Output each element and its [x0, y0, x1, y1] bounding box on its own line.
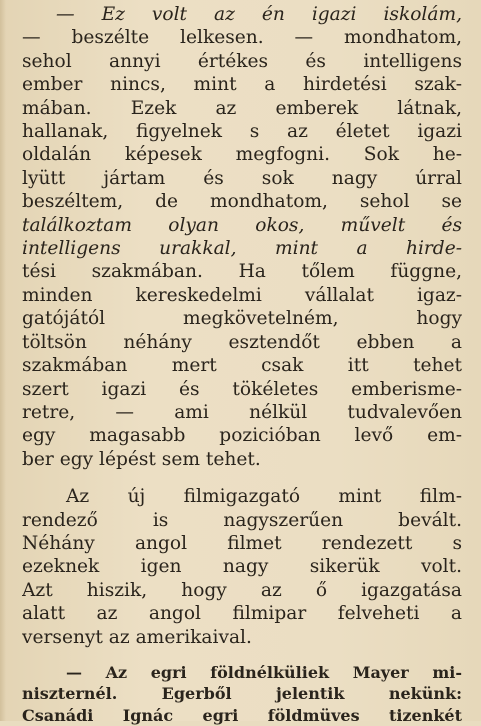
- text-line: mában. Ezek az emberek látnak,: [22, 97, 462, 119]
- text-line: ber egy lépést sem tehet.: [22, 448, 261, 470]
- text-line: retre, — ami nélkül tudvalevően: [22, 401, 462, 423]
- text-line: rendező is nagyszerűen bevált.: [22, 509, 462, 531]
- article-column: [22, 3, 462, 726]
- text-line: gatójától megkövetelném, hogy: [22, 308, 462, 330]
- text-line: alatt az angol filmipar felveheti a: [22, 603, 462, 625]
- paragraph-film-director: [22, 485, 462, 649]
- text-line: Azt hiszik, hogy az ő igazgatása: [22, 579, 462, 601]
- text-line: sehol annyi értékes és intelligens: [22, 50, 462, 72]
- text-line-italic: intelligens urakkal, mint a hirde-: [22, 238, 462, 260]
- text-line: beszéltem, de mondhatom, sehol se: [22, 191, 462, 213]
- text-line: ember nincs, mint a hirdetési szak-: [22, 74, 462, 96]
- news-headline-line: — Az egri földnélküliek Mayer mi-: [66, 662, 462, 682]
- text-line: töltsön néhány esztendőt ebben a: [22, 331, 462, 353]
- text-line: — Ez volt az én igazi iskolám,: [56, 4, 462, 25]
- text-line: Néhány angol filmet rendezett s: [22, 532, 462, 554]
- text-line: Csanádi Ignác egri földmüves tizenkét: [22, 705, 462, 725]
- text-line: — beszélte lelkesen. — mondhatom,: [22, 27, 462, 49]
- text-line: lyütt jártam és sok nagy úrral: [22, 167, 462, 189]
- text-line: ezeknek igen nagy sikerük volt.: [22, 556, 462, 578]
- text-line: egy magasabb pozicióban levő em-: [22, 425, 462, 447]
- text-line-italic: találkoztam olyan okos, művelt és: [22, 214, 462, 236]
- text-line: oldalán képesek megfogni. Sok he-: [22, 144, 462, 166]
- news-headline-line: niszternél. Egerből jelentik nekünk:: [22, 684, 462, 704]
- text-line: versenyt az amerikaival.: [22, 626, 252, 648]
- text-line: szakmában mert csak itt tehet: [22, 355, 462, 377]
- text-line: tési szakmában. Ha tőlem függne,: [22, 261, 462, 283]
- paragraph-news-item: [22, 662, 462, 726]
- text-line: minden kereskedelmi vállalat igaz-: [22, 284, 462, 306]
- paragraph-interview-quote: [22, 3, 462, 471]
- text-line: szert igazi és tökéletes emberisme-: [22, 378, 462, 400]
- page-edge-shadow: [0, 0, 6, 721]
- text-line: hallanak, figyelnek s az életet igazi: [22, 121, 462, 143]
- text-line: Az új filmigazgató mint film-: [66, 486, 462, 508]
